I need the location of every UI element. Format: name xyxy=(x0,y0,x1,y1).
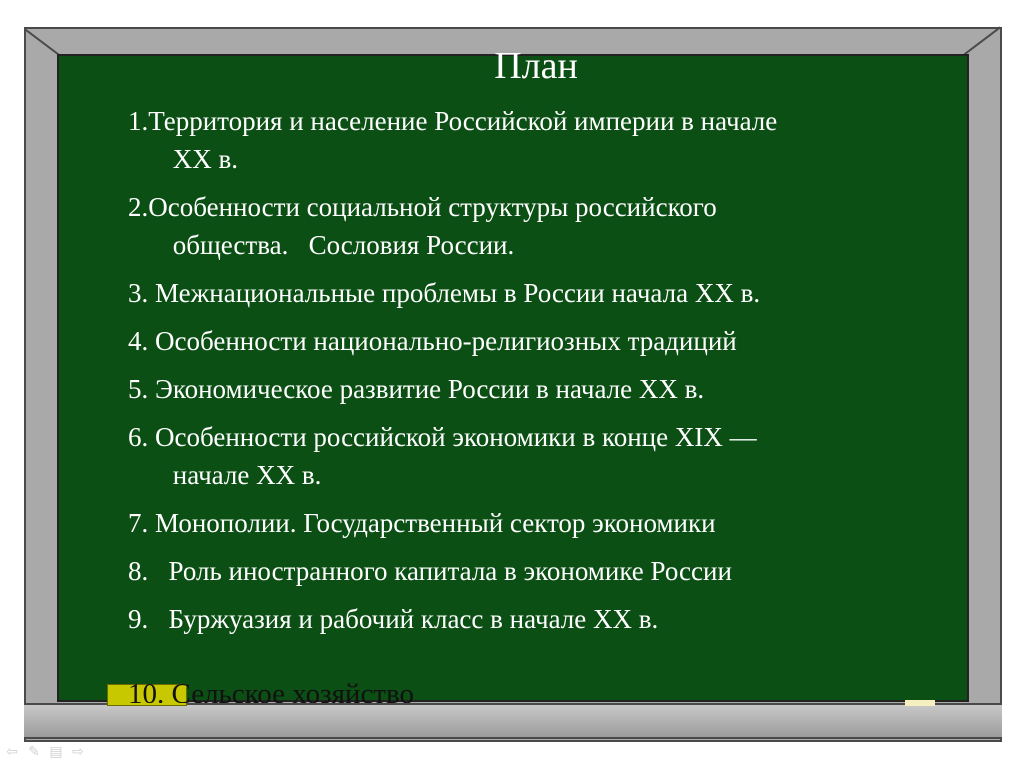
slideshow-toolbar xyxy=(4,742,86,762)
plan-item-5: 5. Экономическое развитие России в начале XX в. xyxy=(128,374,705,404)
chalk-tray xyxy=(24,703,1002,739)
plan-item-7: 7. Монополии. Государственный сектор экономики xyxy=(128,508,716,538)
plan-item-1: 1.Территория и население Российской империи в начале XX в. xyxy=(128,106,778,174)
plan-item-10: 10. Сельское хозяйство xyxy=(128,678,414,703)
plan-item-4: 4. Особенности национально-религиозных традиций xyxy=(128,326,737,356)
chalk-stick xyxy=(905,700,935,706)
slide-title: План xyxy=(494,45,578,87)
menu-icon[interactable]: ▤ xyxy=(49,744,63,760)
plan-item-3: 3. Межнациональные проблемы в России начала XX в. xyxy=(128,278,761,308)
arrow-left-icon[interactable]: ⇦ xyxy=(6,744,18,760)
pen-icon[interactable]: ✎ xyxy=(28,744,40,760)
plan-item-9: 9. Буржуазия и рабочий класс в начале XX в. xyxy=(128,604,659,634)
arrow-right-icon[interactable]: ⇨ xyxy=(72,744,84,760)
plan-item-6: 6. Особенности российской экономики в конце XIX — начале XX в. xyxy=(128,422,757,490)
plan-item-2: 2.Особенности социальной структуры российского общества. Сословия России. xyxy=(128,192,717,260)
plan-item-10-clip xyxy=(128,676,528,703)
plan-item-8: 8. Роль иностранного капитала в экономике России xyxy=(128,556,732,586)
plan-list xyxy=(128,102,968,648)
